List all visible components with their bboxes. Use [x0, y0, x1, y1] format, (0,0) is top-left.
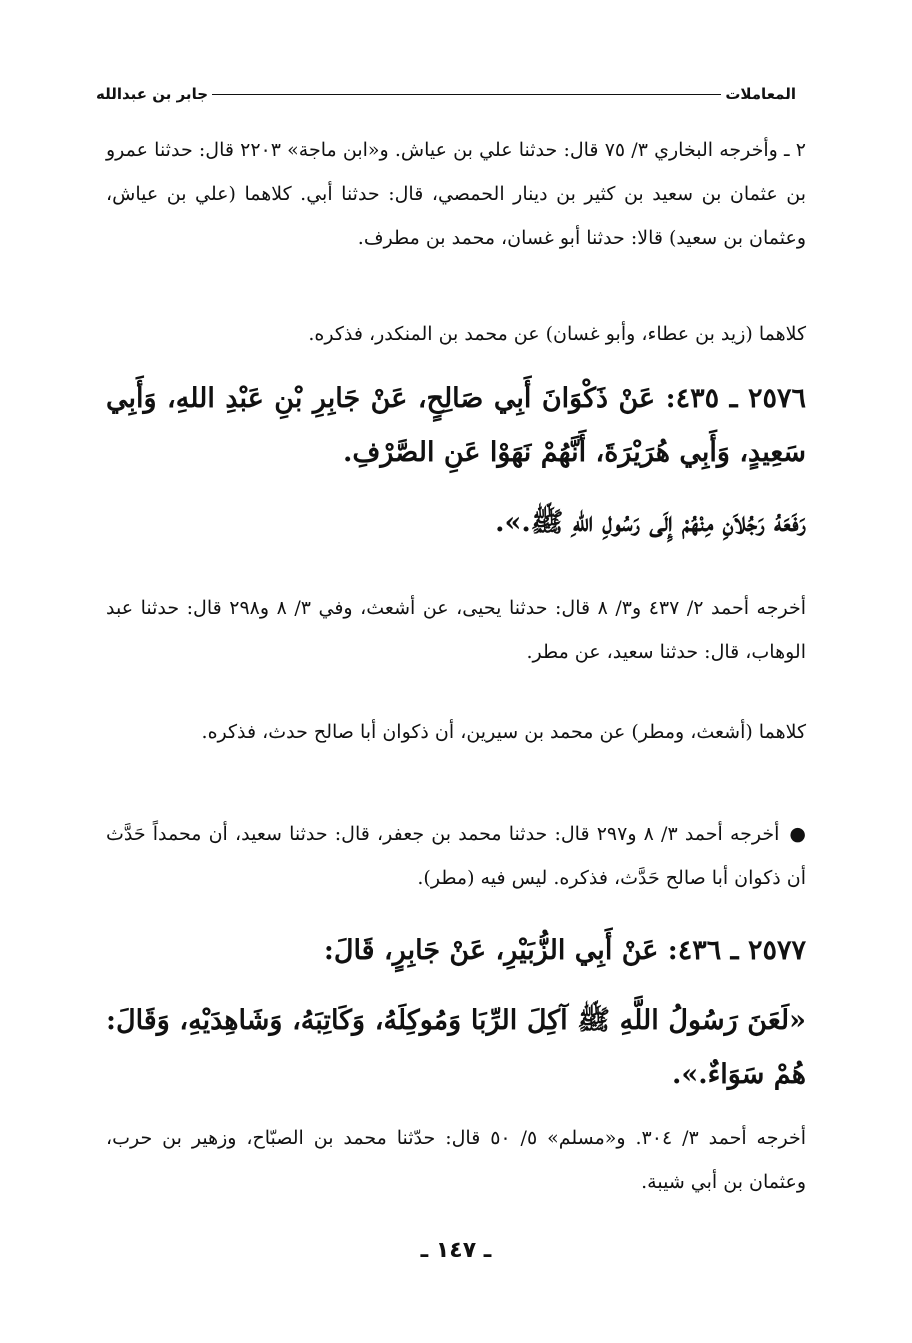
hadith-2577-heading: [106, 924, 806, 978]
paragraph-text: ٢ ـ وأخرجه البخاري ٣/ ٧٥ قال: حدثنا علي بن عياش. و«ابن ماجة» ٢٢٠٣ قال: حدثنا عمرو بن عثمان بن سعيد بن كثير بن دينار الحمصي، قال: حدثنا أبي. كلاهما (علي بن عياش، وعثمان بن سعيد) قالا: حدثنا أبو غسان، محمد بن مطرف.: [106, 139, 806, 249]
paragraph-text: أخرجه أحمد ٢/ ٤٣٧ و٣/ ٨ قال: حدثنا يحيى، عن أشعث، وفي ٣/ ٨ و٢٩٨ قال: حدثنا عبد الوهاب، قال: حدثنا سعيد، عن مطر.: [106, 597, 806, 663]
paragraph-takhrij-ahmad-1: [106, 586, 806, 674]
paragraph-text: أخرجه أحمد ٣/ ٨ و٢٩٧ قال: حدثنا محمد بن جعفر، قال: حدثنا سعيد، أن محمداً حَدَّث أن ذكوان أبا صالح حَدَّث، فذكره. ليس فيه (مطر).: [106, 823, 806, 889]
paragraph-text: كلاهما (أشعث، ومطر) عن محمد بن سيرين، أن ذكوان أبا صالح حدث، فذكره.: [201, 721, 806, 743]
paragraph-summary-1: [106, 312, 806, 356]
paragraph-text: ٢٥٧٦ ـ ٤٣٥: عَنْ ذَكْوَانَ أَبِي صَالِحٍ، عَنْ جَابِرِ بْنِ عَبْدِ اللهِ، وَأَبِي سَعِيدٍ، وَأَبِي هُرَيْرَةَ، أَنَّهُمْ نَهَوْا عَنِ الصَّرْفِ.: [106, 383, 807, 468]
header-chapter-title: المعاملات: [725, 85, 796, 103]
paragraph-text: أخرجه أحمد ٣/ ٣٠٤. و«مسلم» ٥/ ٥٠ قال: حدّثنا محمد بن الصبّاح، وزهير بن حرب، وعثمان بن أبي شيبة.: [106, 1127, 806, 1193]
paragraph-takhrij-bukhari: [106, 128, 806, 260]
hadith-2576-continuation: [106, 496, 806, 550]
paragraph-text: ٢٥٧٧ ـ ٤٣٦: عَنْ أَبِي الزُّبَيْرِ، عَنْ جَابِرٍ، قَالَ:: [323, 935, 806, 966]
page-number: ـ ١٤٧ ـ: [420, 1238, 492, 1263]
paragraph-text: كلاهما (زيد بن عطاء، وأبو غسان) عن محمد بن المنكدر، فذكره.: [308, 323, 806, 345]
running-header: [96, 80, 796, 108]
header-section-title: جابر بن عبدالله: [96, 85, 209, 103]
paragraph-takhrij-ahmad-2: [106, 812, 806, 900]
hadith-2577-text: [106, 994, 806, 1102]
paragraph-summary-2: [106, 710, 806, 754]
hadith-2576-text: [106, 372, 806, 480]
header-rule: [212, 94, 721, 95]
paragraph-takhrij-ahmad-muslim: [106, 1116, 806, 1204]
paragraph-text: «لَعَنَ رَسُولُ اللَّهِ ﷺ آكِلَ الرِّبَا وَمُوكِلَهُ، وَكَاتِبَهُ، وَشَاهِدَيْهِ، وَقَالَ: هُمْ سَوَاءٌ.».: [106, 1005, 806, 1090]
paragraph-text: رَفَعَهُ رَجُلاَنِ مِنْهُمْ إِلَى رَسُولِ اللهِ ﷺ.».: [495, 507, 806, 538]
bullet-icon: ●: [789, 823, 806, 845]
